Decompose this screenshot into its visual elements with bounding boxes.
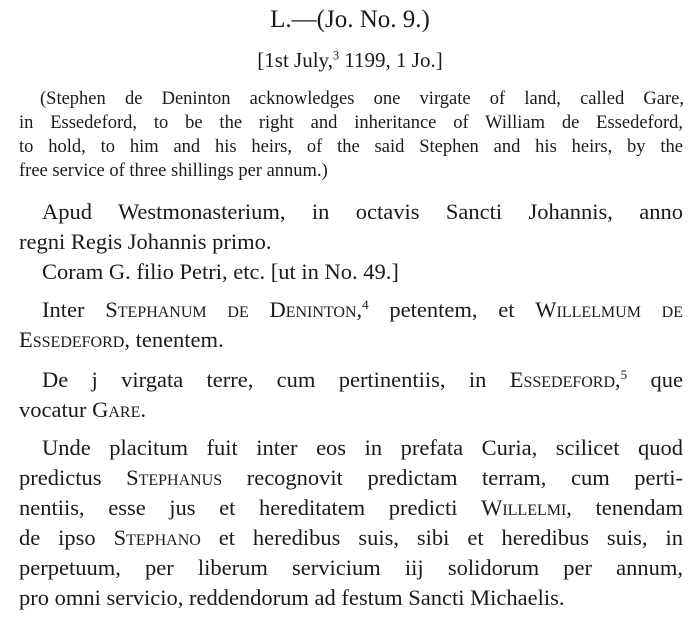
para4-line-1 — [42, 367, 683, 393]
para5-l3-text-a: nentiis, esse jus et hereditatem predicti — [19, 495, 482, 520]
date-footnote-marker: 3 — [332, 48, 340, 63]
willelmi-name: Willelmi, — [481, 495, 572, 520]
summary-line-2: in Essedeford, to be the right and inheritance of William de Essedeford, — [19, 113, 683, 133]
summary-line-1: (Stephen de Deninton acknowledges one virgate of land, called Gare, — [40, 89, 684, 109]
page-heading: L.—(Jo. No. 9.) — [270, 6, 430, 33]
para5-l2-text-a: predictus — [19, 465, 127, 490]
para4-text-c: vocatur — [19, 397, 93, 422]
para5-l4-text-a: de ipso — [19, 525, 114, 550]
para5-line-4 — [19, 525, 683, 551]
summary-line-3: to hold, to him and his heirs, of the said Stephen and his heirs, by the — [19, 137, 683, 157]
para1-line-2: regni Regis Johannis primo. — [19, 229, 272, 254]
footnote-marker-4: 4 — [362, 296, 369, 312]
stephano-name: Stephano — [113, 525, 201, 550]
land-name: Gare. — [92, 397, 146, 422]
para4-text-a: De j virgata terre, cum pertinentiis, in — [42, 367, 510, 392]
stephanus-name: Stephanus — [126, 465, 223, 490]
para5-l4-text-b: et heredibus suis, sibi et heredibus suis, in — [200, 525, 683, 550]
para1-line-1: Apud Westmonasterium, in octavis Sancti Johannis, anno — [42, 199, 683, 224]
footnote-marker-5: 5 — [620, 366, 628, 382]
para3-line-1 — [42, 297, 683, 323]
para5-line-1: Unde placitum fuit inter eos in prefata Curia, scilicet quod — [42, 435, 683, 460]
para3-text-b: petentem, et — [368, 297, 536, 322]
petitioner-name: Stephanum de Deninton, — [105, 297, 363, 322]
para3-line-2 — [19, 327, 224, 353]
summary-line-4: free service of three shillings per annum.) — [19, 161, 328, 181]
para3-text-c: tenentem. — [129, 327, 224, 352]
para5-line-5: perpetuum, per liberum servicium iij solidorum per annum, — [19, 555, 683, 580]
date-prefix: [1st July, — [257, 48, 333, 72]
tenant-name-part2: Essedeford, — [19, 327, 130, 352]
place-name: Essedeford, — [509, 367, 621, 392]
para5-line-2 — [19, 465, 683, 491]
tenant-name-part1: Willelmum de — [535, 297, 683, 322]
para5-line-3 — [19, 495, 683, 521]
para5-l3-text-b: tenendam — [571, 495, 683, 520]
date-suffix: 1199, 1 Jo.] — [339, 48, 443, 72]
date-line — [0, 48, 700, 73]
para5-line-6: pro omni servicio, reddendorum ad festum Sancti Michaelis. — [19, 585, 565, 610]
para2-line-1: Coram G. filio Petri, etc. [ut in No. 49.] — [42, 259, 399, 284]
para4-text-b: que — [627, 367, 683, 392]
para3-text-a: Inter — [42, 297, 106, 322]
para4-line-2 — [19, 397, 146, 423]
para5-l2-text-b: recognovit predictam terram, cum perti- — [222, 465, 683, 490]
